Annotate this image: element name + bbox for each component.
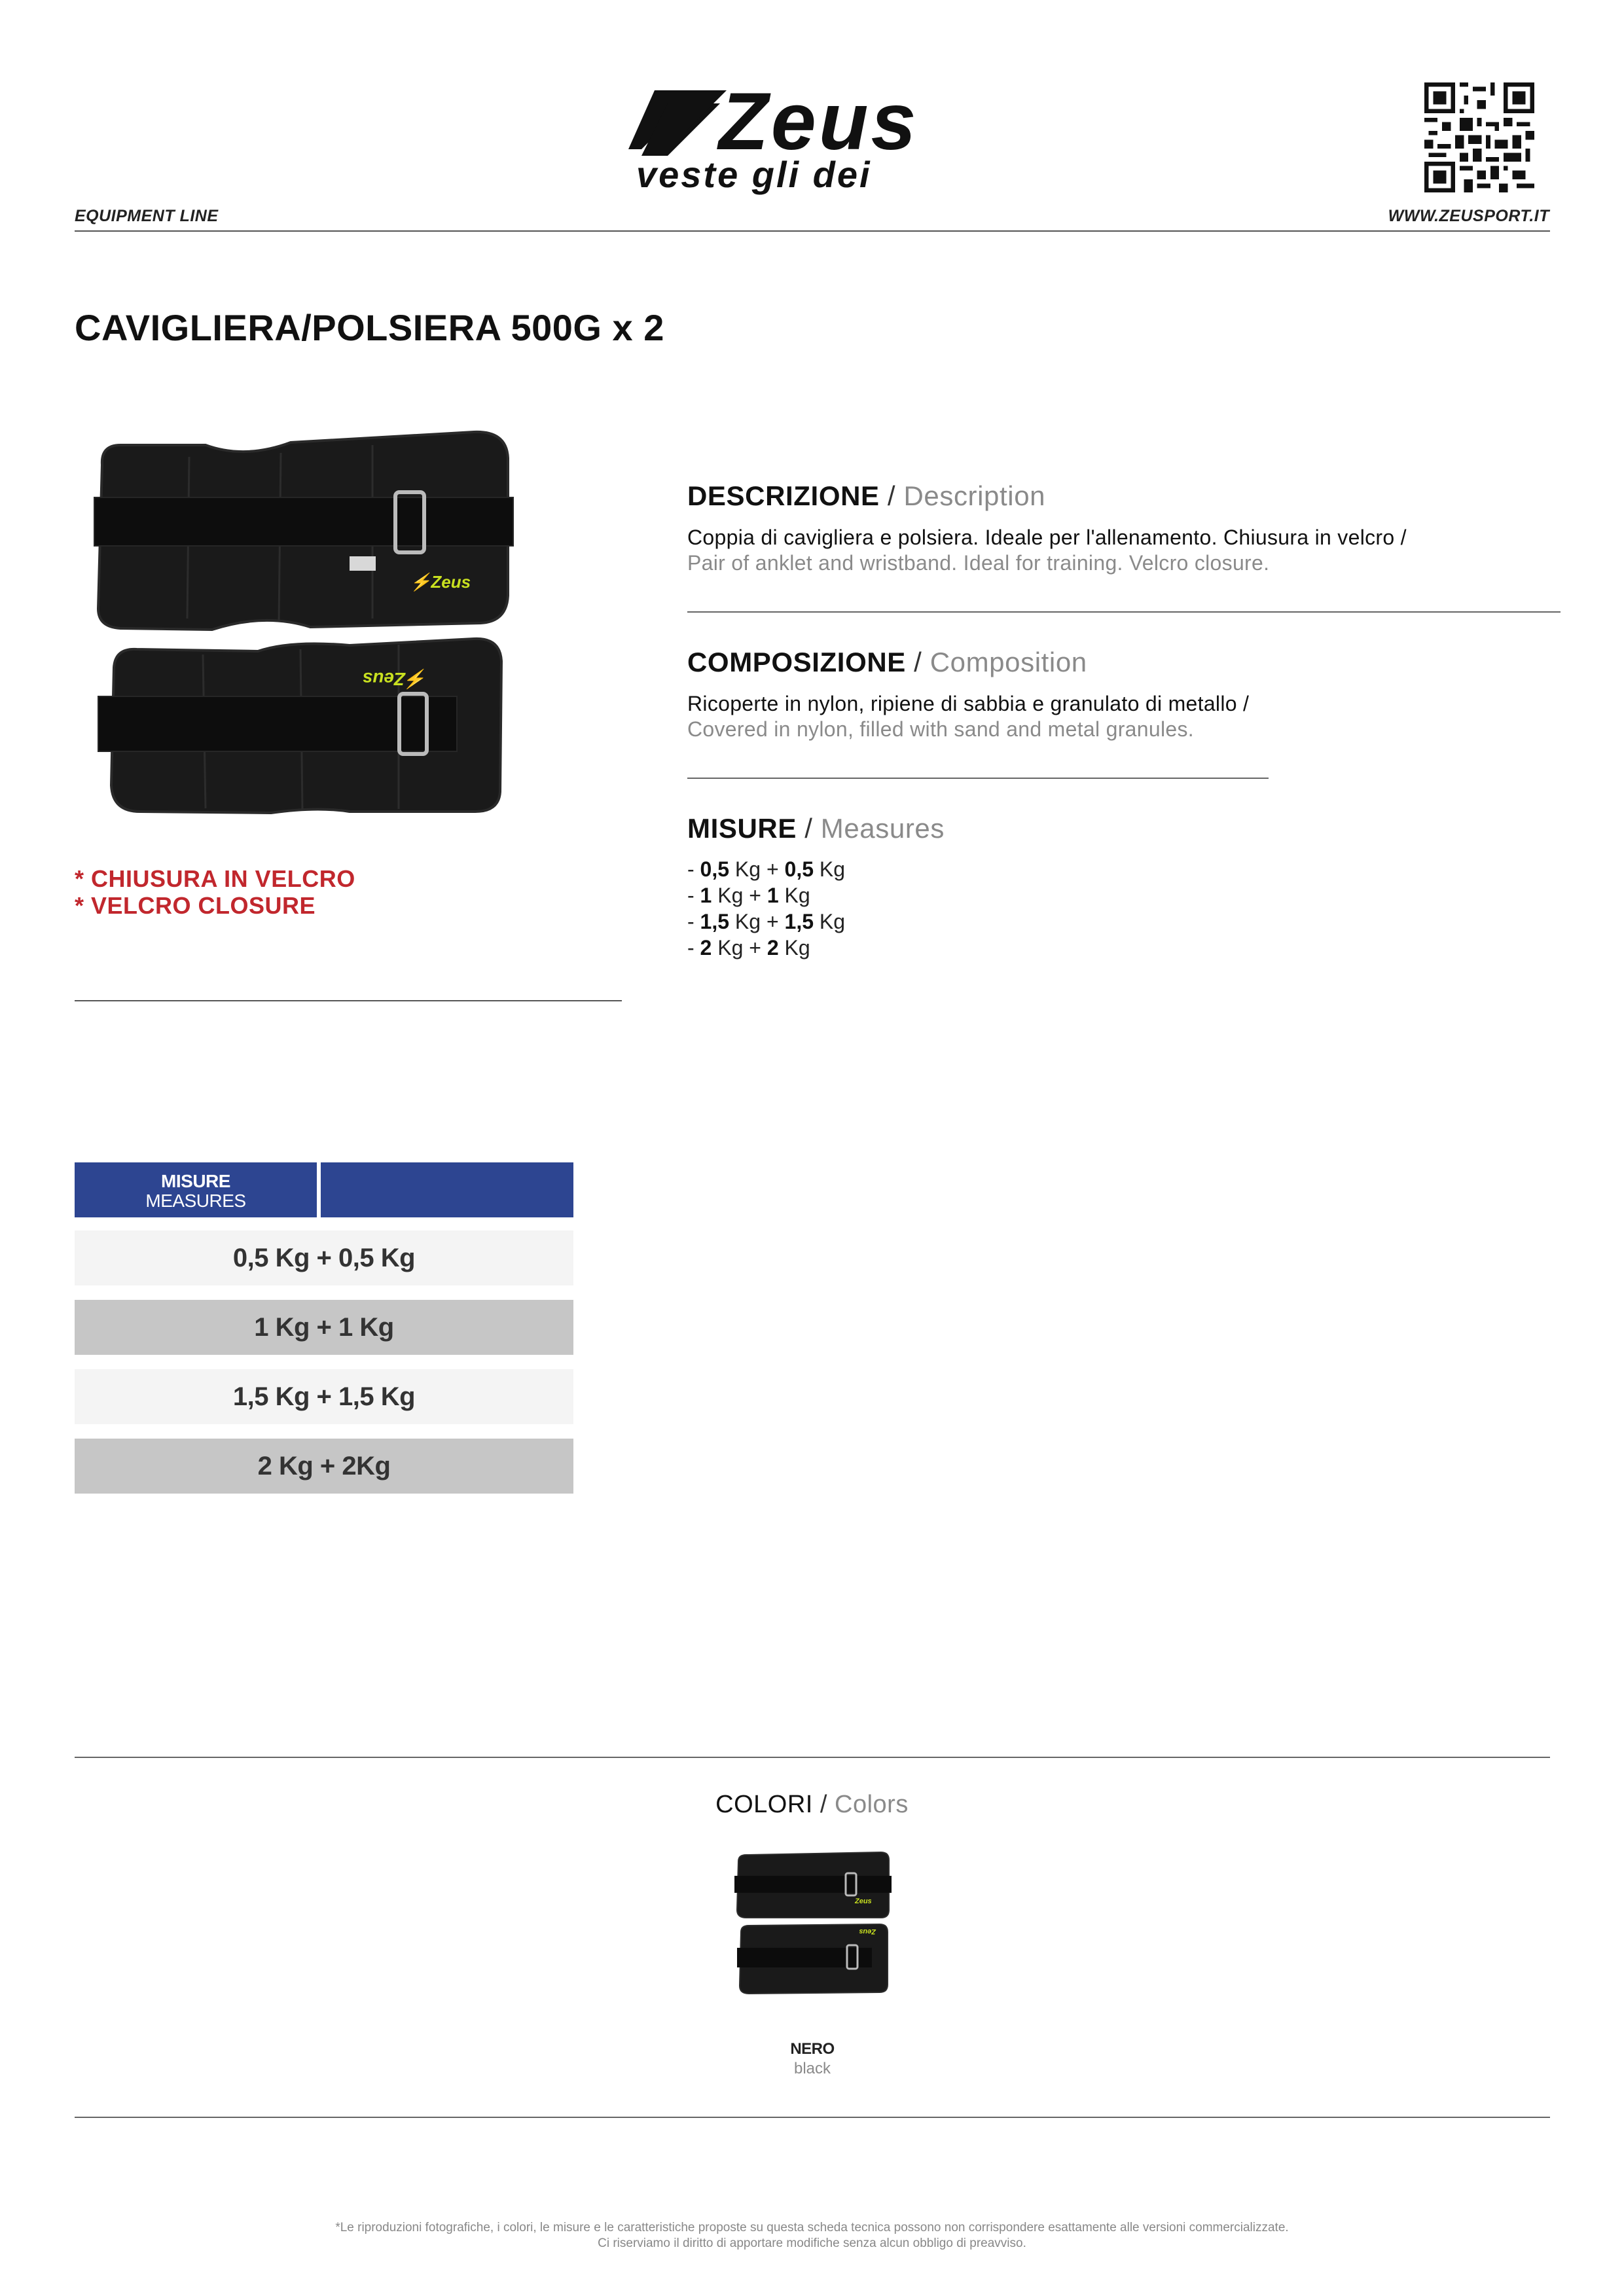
measures-title xyxy=(687,813,945,844)
logo-wordmark: Zeus xyxy=(719,77,919,167)
wrist-weight-top xyxy=(94,432,513,630)
table-row: 2 Kg + 2Kg xyxy=(75,1439,573,1494)
composition-sep: / xyxy=(905,647,930,677)
velcro-note xyxy=(75,865,355,919)
svg-text:⚡Zeus: ⚡Zeus xyxy=(362,669,428,689)
velcro-note-it: * CHIUSURA IN VELCRO xyxy=(75,865,355,892)
composition-text-en: Covered in nylon, filled with sand and metal granules. xyxy=(687,717,1194,741)
ankle-weight-bottom xyxy=(98,639,501,813)
description-title-it: DESCRIZIONE xyxy=(687,480,880,511)
color-name-it: NERO xyxy=(790,2040,835,2058)
composition-text xyxy=(687,691,1249,742)
zeus-logo xyxy=(628,77,995,195)
size-table-header-en: MEASURES xyxy=(145,1191,246,1211)
list-item: - 2 Kg + 2 Kg xyxy=(687,936,810,960)
measures-list xyxy=(687,856,845,961)
colors-divider-bottom xyxy=(75,2117,1550,2118)
size-table-header-it: MISURE xyxy=(161,1171,230,1191)
website-link[interactable]: WWW.ZEUSPORT.IT xyxy=(1388,207,1549,225)
colors-sep: / xyxy=(812,1791,835,1818)
list-item: - 1,5 Kg + 1,5 Kg xyxy=(687,910,846,933)
description-sep: / xyxy=(879,480,904,511)
measures-title-en: Measures xyxy=(820,813,945,844)
table-row: 1 Kg + 1 Kg xyxy=(75,1300,573,1355)
composition-divider xyxy=(687,778,1269,779)
disclaimer xyxy=(0,2220,1624,2251)
colors-divider-top xyxy=(75,1757,1550,1758)
list-item: - 1 Kg + 1 Kg xyxy=(687,884,810,907)
table-row: 1,5 Kg + 1,5 Kg xyxy=(75,1369,573,1424)
qr-code-icon xyxy=(1424,82,1534,192)
disclaimer-line-2: Ci riserviamo il diritto di apportare modifiche senza alcun obbligo di preavviso. xyxy=(598,2236,1026,2250)
description-text xyxy=(687,525,1407,576)
ankle-weight-pair-image xyxy=(75,419,533,825)
size-table-header-empty xyxy=(321,1162,573,1217)
measures-sep: / xyxy=(796,813,821,844)
description-text-it: Coppia di cavigliera e polsiera. Ideale per l'allenamento. Chiusura in velcro / xyxy=(687,526,1407,549)
colors-title xyxy=(0,1791,1624,1819)
composition-text-it: Ricoperte in nylon, ripiene di sabbia e granulato di metallo / xyxy=(687,692,1250,715)
svg-text:Zeus: Zeus xyxy=(855,1897,872,1905)
measures-title-it: MISURE xyxy=(687,813,797,844)
colors-title-en: Colors xyxy=(835,1791,909,1818)
composition-title-it: COMPOSIZIONE xyxy=(687,647,906,677)
list-item: - 0,5 Kg + 0,5 Kg xyxy=(687,857,846,881)
color-name-en: black xyxy=(793,2060,831,2077)
color-swatch-black-image xyxy=(731,1850,894,2000)
composition-title-en: Composition xyxy=(929,647,1087,677)
svg-text:⚡Zeus: ⚡Zeus xyxy=(410,572,471,592)
logo-tagline: veste gli dei xyxy=(636,154,872,195)
composition-title xyxy=(687,647,1087,678)
equipment-line-label: EQUIPMENT LINE xyxy=(75,207,219,225)
svg-text:Zeus: Zeus xyxy=(859,1928,876,1935)
velcro-note-en: * VELCRO CLOSURE xyxy=(75,892,316,919)
disclaimer-line-1: *Le riproduzioni fotografiche, i colori, le misure e le caratteristiche proposte su questa scheda tecnica possono non corrispondere esattamente alle versioni commercializzate. xyxy=(335,2221,1289,2234)
description-title-en: Description xyxy=(903,480,1046,511)
header-divider xyxy=(75,230,1550,232)
table-row: 0,5 Kg + 0,5 Kg xyxy=(75,1230,573,1285)
size-table-header xyxy=(75,1162,317,1217)
description-text-en: Pair of anklet and wristband. Ideal for training. Velcro closure. xyxy=(687,551,1270,575)
colors-title-it: COLORI xyxy=(715,1791,813,1818)
product-title: CAVIGLIERA/POLSIERA 500G x 2 xyxy=(75,307,664,348)
left-divider xyxy=(75,1000,622,1001)
description-title xyxy=(687,480,1045,512)
description-divider xyxy=(687,611,1561,613)
color-swatch-label xyxy=(747,2039,878,2079)
